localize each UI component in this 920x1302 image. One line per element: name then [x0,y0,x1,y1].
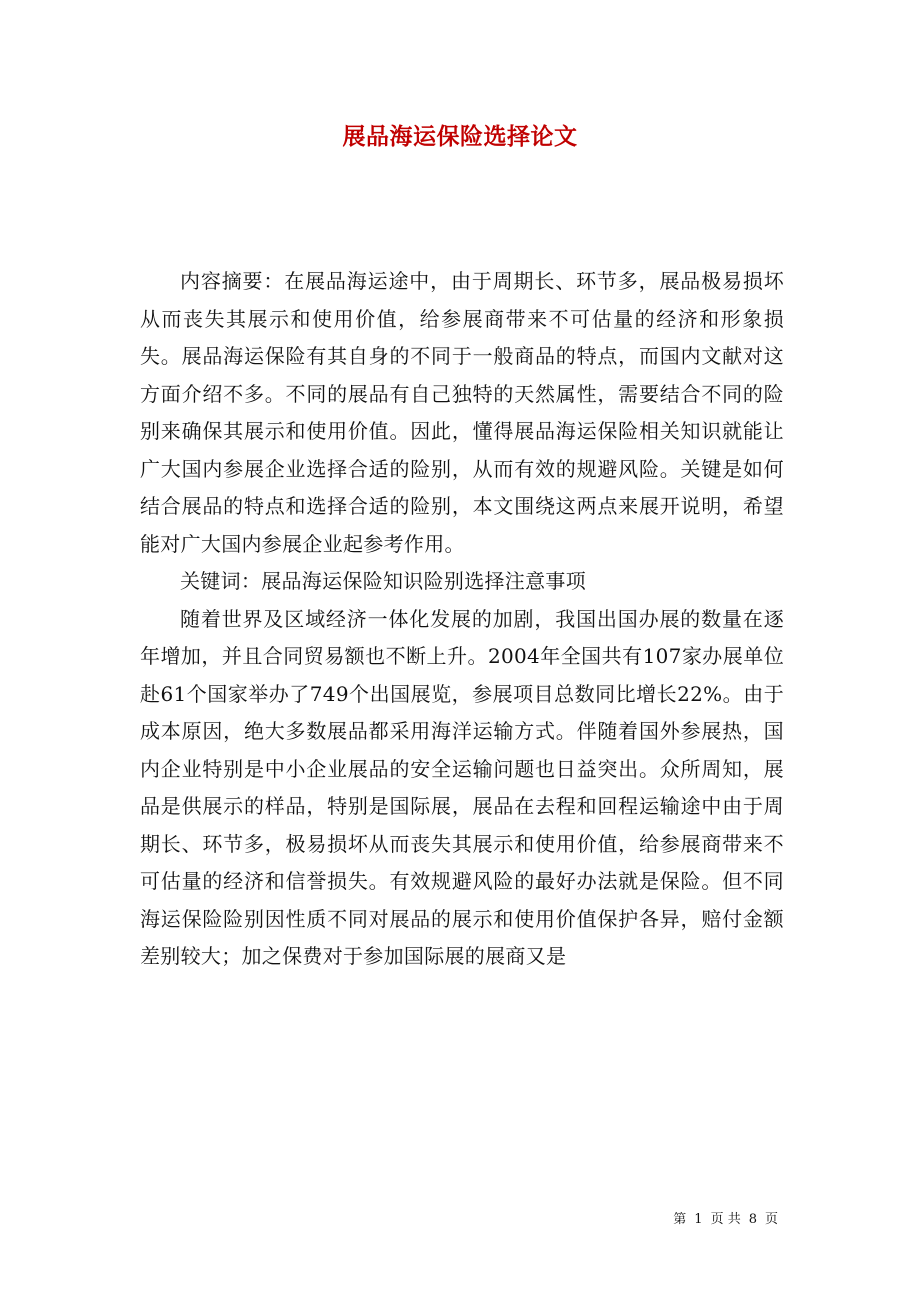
keywords-paragraph: 关键词：展品海运保险知识险别选择注意事项 [180,569,586,593]
page-title: 展品海运保险选择论文 [342,123,578,150]
page-label-mid: 页 共 [710,1212,741,1227]
page-number-footer [669,1208,782,1227]
document-body [140,263,784,976]
total-pages-number: 8 [748,1212,757,1227]
page-label-suffix: 页 [764,1212,778,1227]
abstract-paragraph: 内容摘要：在展品海运途中，由于周期长、环节多，展品极易损坏从而丧失其展示和使用价值，给参展商带来不可估量的经济和形象损失。展品海运保险有其自身的不同于一般商品的特点，而国内文献对这方面介绍不多。不同的展品有自己独特的天然属性，需要结合不同的险别来确保其展示和使用价值。因此，懂得展品海运保险相关知识就能让广大国内参展企业选择合适的险别，从而有效的规避风险。关键是如何结合展品的特点和选择合适的险别，本文围绕这两点来展开说明，希望能对广大国内参展企业起参考作用。 [140,269,784,556]
body-paragraph: 随着世界及区域经济一体化发展的加剧，我国出国办展的数量在逐年增加，并且合同贸易额也不断上升。2004年全国共有107家办展单位赴61个国家举办了749个出国展览，参展项目总数同比增长22%。由于成本原因，绝大多数展品都采用海洋运输方式。伴随着国外参展热，国内企业特别是中小企业展品的安全运输问题也日益突出。众所周知，展品是供展示的样品，特别是国际展，展品在去程和回程运输途中由于周期长、环节多，极易损坏从而丧失其展示和使用价值，给参展商带来不可估量的经济和信誉损失。有效规避风险的最好办法就是保险。但不同海运保险险别因性质不同对展品的展示和使用价值保护各异，赔付金额差别较大；加之保费对于参加国际展的展商又是 [140,606,784,968]
current-page-number: 1 [694,1212,703,1227]
page-label-prefix: 第 [673,1212,687,1227]
